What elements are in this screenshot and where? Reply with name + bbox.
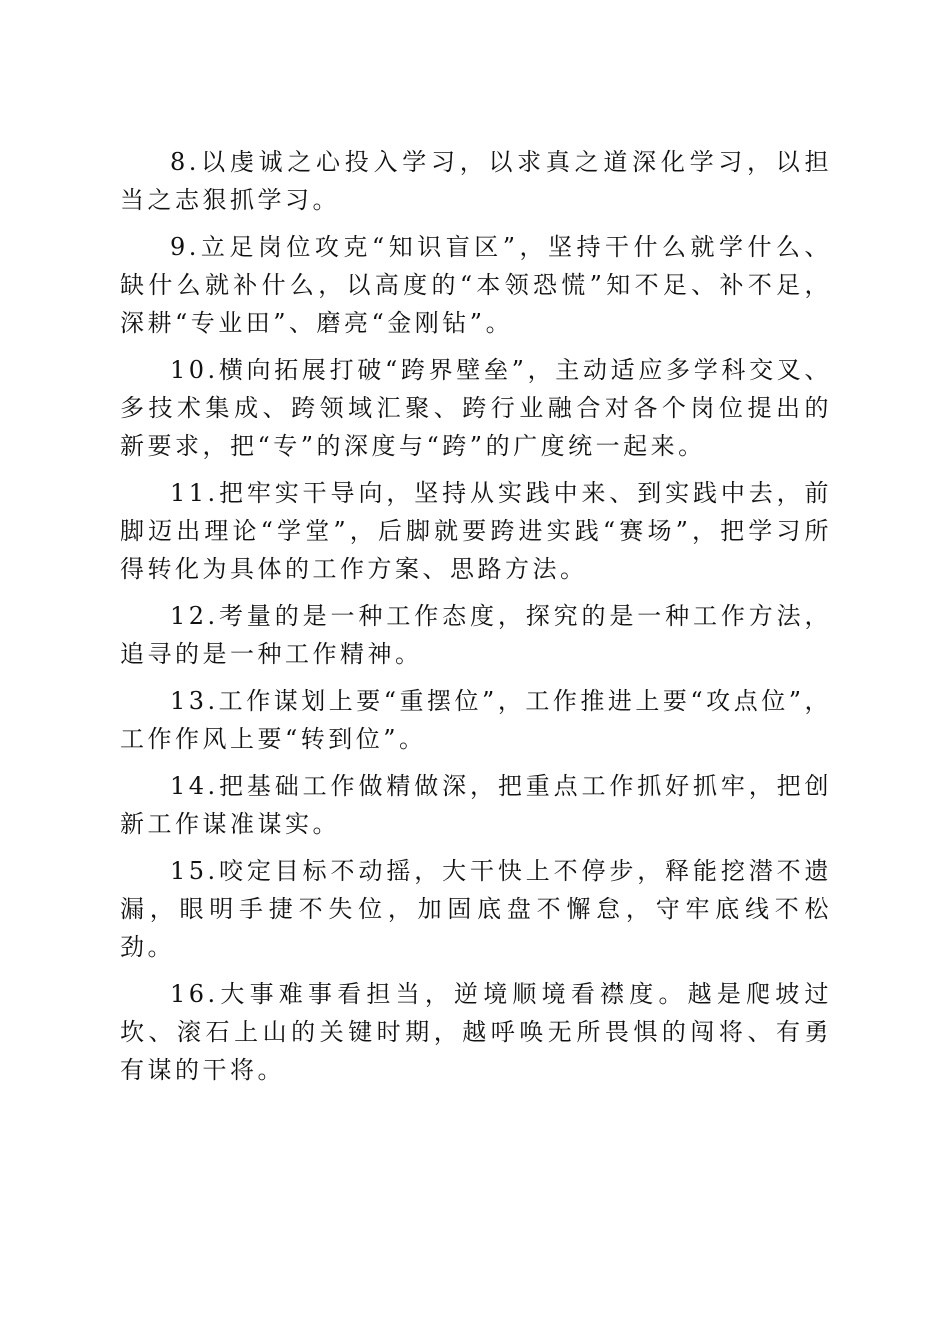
document-body [120, 143, 832, 1098]
paragraph-9: 9.立足岗位攻克“知识盲区”，坚持干什么就学什么、缺什么就补什么，以高度的“本领恐慌”知不足、补不足，深耕“专业田”、磨亮“金刚钻”。 [120, 233, 832, 337]
paragraph-10: 10.横向拓展打破“跨界壁垒”，主动适应多学科交叉、多技术集成、跨领域汇聚、跨行业融合对各个岗位提出的新要求，把“专”的深度与“跨”的广度统一起来。 [120, 356, 832, 460]
paragraph-13: 13.工作谋划上要“重摆位”，工作推进上要“攻点位”，工作作风上要“转到位”。 [120, 687, 832, 753]
paragraph-14: 14.把基础工作做精做深，把重点工作抓好抓牢，把创新工作谋准谋实。 [120, 772, 832, 838]
paragraph-15: 15.咬定目标不动摇，大干快上不停步，释能挖潜不遗漏，眼明手捷不失位，加固底盘不懈怠，守牢底线不松劲。 [120, 857, 832, 961]
paragraph-11: 11.把牢实干导向，坚持从实践中来、到实践中去，前脚迈出理论“学堂”，后脚就要跨进实践“赛场”，把学习所得转化为具体的工作方案、思路方法。 [120, 479, 832, 583]
paragraph-12: 12.考量的是一种工作态度，探究的是一种工作方法，追寻的是一种工作精神。 [120, 602, 832, 668]
paragraph-16: 16.大事难事看担当，逆境顺境看襟度。越是爬坡过坎、滚石上山的关键时期，越呼唤无所畏惧的闯将、有勇有谋的干将。 [120, 980, 832, 1084]
paragraph-8: 8.以虔诚之心投入学习，以求真之道深化学习，以担当之志狠抓学习。 [120, 148, 832, 214]
